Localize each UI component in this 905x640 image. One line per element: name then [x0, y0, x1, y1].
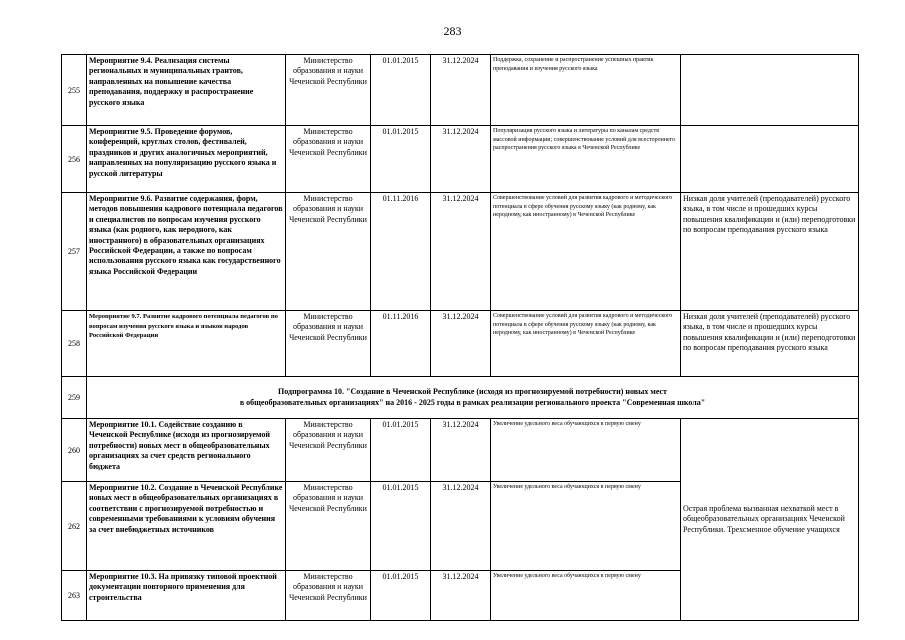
expected-result: Популяризация русского языка и литературы по каналам средств массовой информации; совершенствование условий для всестороннего распространения русского языка в Чеченской Республике: [491, 126, 681, 193]
problem-description: Низкая доля учителей (преподавателей) русского языка, в том числе и прошедших курсы повышения квалификации и (или) переподготовки по вопросам преподавания русского языка: [681, 193, 859, 311]
row-number: 260: [62, 419, 87, 482]
executor: Министерство образования и науки Чеченской Республики: [286, 482, 371, 571]
subprogram-row: [62, 377, 859, 419]
table-row: [62, 193, 859, 311]
row-number: 262: [62, 482, 87, 571]
executor: Министерство образования и науки Чеченской Республики: [286, 571, 371, 621]
row-number: 263: [62, 571, 87, 621]
problem-description: Острая проблема вызванная нехваткой мест в общеобразовательных организациях Чеченской Республики. Трехсменное обучение учащихся: [681, 419, 859, 621]
end-date: 31.12.2024: [431, 571, 491, 621]
executor: Министерство образования и науки Чеченской Республики: [286, 193, 371, 311]
activity-name: Мероприятие 10.1. Содействие созданию в Чеченской Республике (исходя из прогнозируемой потребности) новых мест в общеобразовательных организациях за счет средств регионального бюджета: [87, 419, 286, 482]
activity-name: Мероприятие 9.7. Развитие кадрового потенциала педагогов по вопросам изучения русского языка и языков народов Российской Федерации: [87, 311, 286, 377]
row-number: 256: [62, 126, 87, 193]
executor: Министерство образования и науки Чеченской Республики: [286, 419, 371, 482]
end-date: 31.12.2024: [431, 311, 491, 377]
activity-name: Мероприятие 10.2. Создание в Чеченской Республике новых мест в общеобразовательных организациях в соответствии с прогнозируемой потребностью и современными требованиями к условиям обучения за счет внебюджетных источников: [87, 482, 286, 571]
expected-result: Совершенствование условий для развития кадрового и методического потенциала в сфере обучения русскому языку (как родному, как неродному, как иностранному) в Чеченской Республике: [491, 193, 681, 311]
table-row: [62, 419, 859, 482]
end-date: 31.12.2024: [431, 419, 491, 482]
executor: Министерство образования и науки Чеченской Республики: [286, 311, 371, 377]
subprogram-title: [87, 377, 859, 419]
end-date: 31.12.2024: [431, 126, 491, 193]
problem-description: [681, 126, 859, 193]
start-date: 01.01.2015: [371, 482, 431, 571]
expected-result: Увеличение удельного веса обучающихся в первую смену: [491, 482, 681, 571]
start-date: 01.11.2016: [371, 193, 431, 311]
table-row: [62, 311, 859, 377]
start-date: 01.11.2016: [371, 311, 431, 377]
problem-description: Низкая доля учителей (преподавателей) русского языка, в том числе и прошедших курсы повышения квалификации и (или) переподготовки по вопросам преподавания русского языка: [681, 311, 859, 377]
row-number: 255: [62, 55, 87, 126]
activity-name: Мероприятие 10.3. На привязку типовой проектной документации повторного применения для строительства: [87, 571, 286, 621]
row-number: 258: [62, 311, 87, 377]
executor: Министерство образования и науки Чеченской Республики: [286, 126, 371, 193]
end-date: 31.12.2024: [431, 193, 491, 311]
start-date: 01.01.2015: [371, 126, 431, 193]
activity-name: Мероприятие 9.6. Развитие содержания, форм, методов повышения кадрового потенциала педагогов и специалистов по вопросам изучения русского языка (как родного, как неродного, как иностранного) в образовательных организациях Российской Федерации, а также по вопросам использования русского языка как государственного языка Российской Федерации: [87, 193, 286, 311]
row-number: 259: [62, 377, 87, 419]
end-date: 31.12.2024: [431, 55, 491, 126]
table-row: [62, 55, 859, 126]
row-number: 257: [62, 193, 87, 311]
activity-name: Мероприятие 9.4. Реализация системы региональных и муниципальных грантов, направленных на повышение качества преподавания, поддержку и распространение русского языка: [87, 55, 286, 126]
start-date: 01.01.2015: [371, 419, 431, 482]
start-date: 01.01.2015: [371, 55, 431, 126]
end-date: 31.12.2024: [431, 482, 491, 571]
expected-result: Совершенствование условий для развития кадрового и методического потенциала в сфере обучения русскому языку (как родному, как неродному, как иностранному) в Чеченской Республике: [491, 311, 681, 377]
subprogram-title-line-1: Подпрограмма 10. "Создание в Чеченской Республике (исходя из прогнозируемой потребности) новых мест: [278, 387, 667, 396]
problem-description: [681, 55, 859, 126]
page-number: 283: [443, 24, 462, 38]
expected-result: Увеличение удельного веса обучающихся в первую смену: [491, 571, 681, 621]
program-activities-table: [61, 54, 859, 621]
activity-name: Мероприятие 9.5. Проведение форумов, конференций, круглых столов, фестивалей, праздников и других аналогичных мероприятий, направленных на популяризацию русского языка и русской литературы: [87, 126, 286, 193]
start-date: 01.01.2015: [371, 571, 431, 621]
executor: Министерство образования и науки Чеченской Республики: [286, 55, 371, 126]
table-row: [62, 126, 859, 193]
expected-result: Поддержка, сохранение и распространение успешных практик преподавания и изучения русского языка: [491, 55, 681, 126]
subprogram-title-line-2: в общеобразовательных организациях" на 2016 - 2025 годы в рамках реализации регионального проекта "Современная школа": [239, 397, 706, 407]
expected-result: Увеличение удельного веса обучающихся в первую смену: [491, 419, 681, 482]
